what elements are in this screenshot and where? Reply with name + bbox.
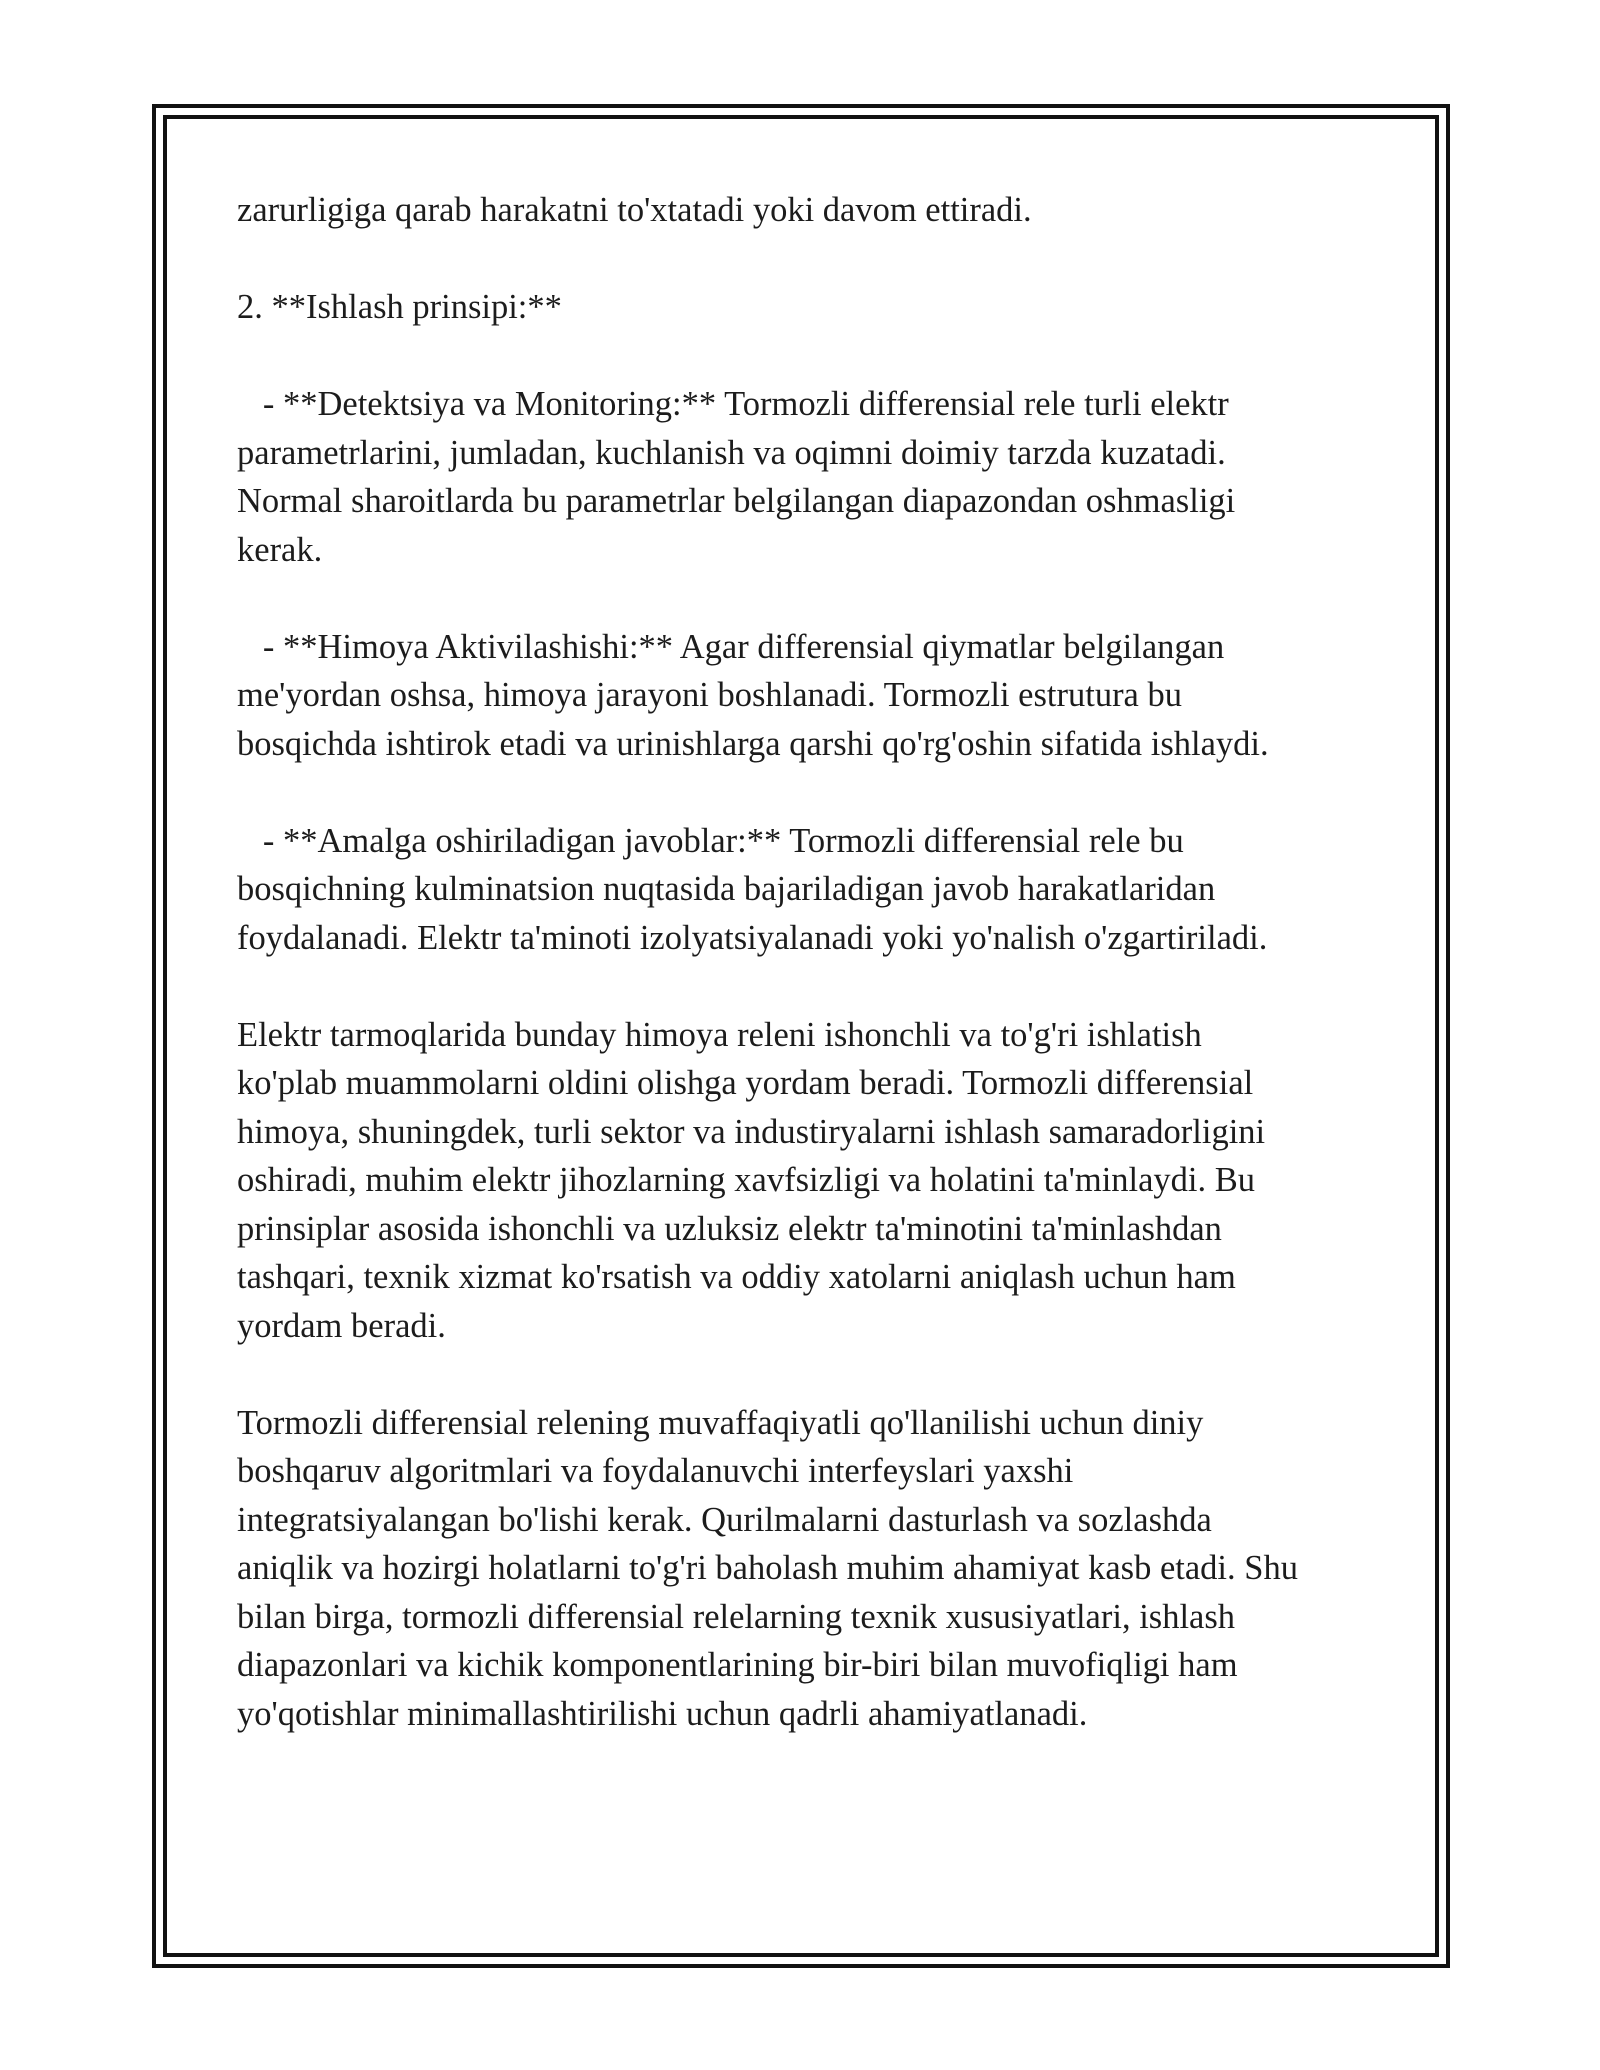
paragraph-muvaffaqiyatli-qollanilishi: Tormozli differensial relening muvaffaqiyatli qo'llanilishi uchun diniy boshqaruv algoritmlari va foydalanuvchi interfeyslari yaxshi integratsiyalangan bo'lishi kerak. Qurilmalarni dasturlash va sozlashda aniqlik va hozirgi holatlarni to'g'ri baholash muhim ahamiyat kasb etadi. Shu bilan birga, tormozli differensial relelarning texnik xususiyatlari, ishlash diapazonlari va kichik komponentlarining bir-biri bilan muvofiqligi ham yo'qotishlar minimallashtirilishi uchun qadrli ahamiyatlanadi.	[237, 1403, 1298, 1733]
document-body	[237, 186, 1387, 1738]
list-item-amalga-oshiriladigan-javoblar: - **Amalga oshiriladigan javoblar:** Tormozli differensial rele bu bosqichning kulminatsion nuqtasida bajariladigan javob harakatlaridan foydalanadi. Elektr ta'minoti izolyatsiyalanadi yoki yo'nalish o'zgartiriladi.	[237, 821, 1268, 957]
paragraph-elektr-tarmoqlarida: Elektr tarmoqlarida bunday himoya releni ishonchli va to'g'ri ishlatish ko'plab muammolarni oldini olishga yordam beradi. Tormozli differensial himoya, shuningdek, turli sektor va industiryalarni ishlash samaradorligini oshiradi, muhim elektr jihozlarning xavfsizligi va holatini ta'minlaydi. Bu prinsiplar asosida ishonchli va uzluksiz elektr ta'minotini ta'minlashdan tashqari, texnik xizmat ko'rsatish va oddiy xatolarni aniqlash uchun ham yordam beradi.	[237, 1015, 1266, 1345]
list-item-detektsiya-monitoring: - **Detektsiya va Monitoring:** Tormozli differensial rele turli elektr parametrlarini, jumladan, kuchlanish va oqimni doimiy tarzda kuzatadi. Normal sharoitlarda bu parametrlar belgilangan diapazondan oshmasligi kerak.	[237, 385, 1236, 569]
paragraph-continuation: zarurligiga qarab harakatni to'xtatadi yoki davom ettiradi.	[237, 191, 1032, 229]
section-heading-ishlash-prinsipi: 2. **Ishlash prinsipi:**	[237, 288, 562, 326]
list-item-himoya-aktivilashishi: - **Himoya Aktivilashishi:** Agar differensial qiymatlar belgilangan me'yordan oshsa, himoya jarayoni boshlanadi. Tormozli estrutura bu bosqichda ishtirok etadi va urinishlarga qarshi qo'rg'oshin sifatida ishlaydi.	[237, 627, 1269, 763]
